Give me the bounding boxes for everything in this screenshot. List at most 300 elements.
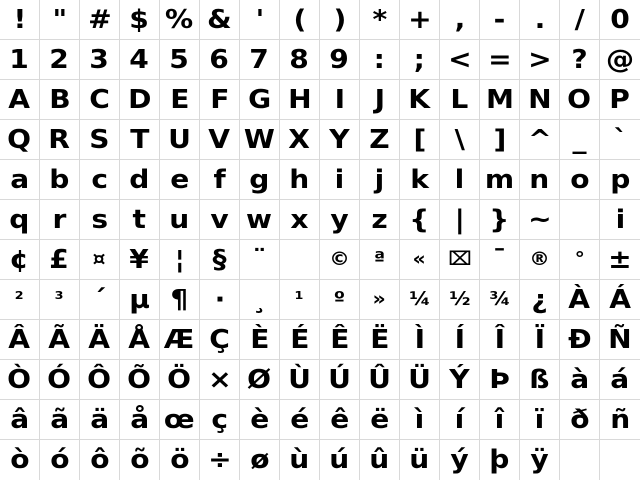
glyph-cell-X[interactable] <box>280 120 320 160</box>
glyph-icircumflex: î <box>494 404 505 435</box>
glyph-cell-semicolon[interactable] <box>400 40 440 80</box>
glyph-cell-parenright[interactable] <box>320 0 360 40</box>
glyph-cell-ecircumflex[interactable] <box>320 400 360 440</box>
glyph-cell-Iacute[interactable] <box>440 320 480 360</box>
glyph-cell-Ocircumflex[interactable] <box>80 360 120 400</box>
glyph-cell-three[interactable] <box>80 40 120 80</box>
glyph-g: g <box>249 164 270 195</box>
glyph-cell-ordfeminine[interactable] <box>360 240 400 280</box>
glyph-W: W <box>244 124 275 155</box>
glyph-cell-ordmasculine[interactable] <box>320 280 360 320</box>
glyph-cell-Ucircumflex[interactable] <box>360 360 400 400</box>
glyph-cell-underscore[interactable] <box>560 120 600 160</box>
glyph-cell-slash[interactable] <box>560 0 600 40</box>
glyph-cell-period[interactable] <box>520 0 560 40</box>
glyph-cell-Ecircumflex[interactable] <box>320 320 360 360</box>
glyph-cell-uacute[interactable] <box>320 440 360 480</box>
glyph-Eacute: É <box>289 324 310 355</box>
glyph-section: § <box>212 244 227 275</box>
glyph-cell-x[interactable] <box>280 200 320 240</box>
glyph-cell-cedilla[interactable] <box>240 280 280 320</box>
glyph-j: j <box>374 164 385 195</box>
glyph-cell-v[interactable] <box>200 200 240 240</box>
glyph-period: . <box>534 4 545 35</box>
glyph-cell-numbersign[interactable] <box>80 0 120 40</box>
glyph-seven: 7 <box>249 44 270 75</box>
glyph-cell-onehalf[interactable] <box>440 280 480 320</box>
glyph-cell-aacute[interactable] <box>600 360 640 400</box>
glyph-cell-eth[interactable] <box>560 400 600 440</box>
glyph-cell-ydieresis[interactable] <box>520 440 560 480</box>
glyph-cell-yen[interactable] <box>120 240 160 280</box>
glyph-idieresis: ï <box>534 404 545 435</box>
glyph-cell-c[interactable] <box>80 160 120 200</box>
glyph-cell-Oslash[interactable] <box>240 360 280 400</box>
glyph-cell-thorn[interactable] <box>480 440 520 480</box>
glyph-L: L <box>450 84 469 115</box>
glyph-cell-W[interactable] <box>240 120 280 160</box>
glyph-cell-AE[interactable] <box>160 320 200 360</box>
glyph-cell-odieresis[interactable] <box>160 440 200 480</box>
glyph-acircumflex: â <box>10 404 29 435</box>
glyph-cell-zero[interactable] <box>600 0 640 40</box>
glyph-cell-k[interactable] <box>400 160 440 200</box>
glyph-cell-q[interactable] <box>0 200 40 240</box>
glyph-cell-aring[interactable] <box>120 400 160 440</box>
glyph-cell-M[interactable] <box>480 80 520 120</box>
glyph-ydieresis: ÿ <box>530 445 549 475</box>
glyph-cell-blank[interactable] <box>600 440 640 480</box>
glyph-cell-Eth[interactable] <box>560 320 600 360</box>
glyph-cell-hyphen[interactable] <box>480 0 520 40</box>
glyph-Ccedilla: Ç <box>209 324 230 355</box>
glyph-cell-asciicircum[interactable] <box>520 120 560 160</box>
glyph-bar: | <box>454 204 465 235</box>
glyph-cell-udieresis[interactable] <box>400 440 440 480</box>
glyph-cell-r[interactable] <box>40 200 80 240</box>
glyph-n: n <box>529 164 550 195</box>
glyph-backslash: \ <box>454 124 465 155</box>
glyph-cell-dotlessi-partial[interactable] <box>600 200 640 240</box>
glyph-cell-Oacute[interactable] <box>40 360 80 400</box>
glyph-Ucircumflex: Û <box>368 364 391 395</box>
glyph-at: @ <box>605 44 635 75</box>
glyph-cell-ccedilla[interactable] <box>200 400 240 440</box>
glyph-p: p <box>609 164 631 195</box>
glyph-cell-currency[interactable] <box>80 240 120 280</box>
glyph-cell-dieresis[interactable] <box>240 240 280 280</box>
glyph-cell-Y[interactable] <box>320 120 360 160</box>
glyph-I: I <box>334 84 345 115</box>
glyph-cell-question[interactable] <box>560 40 600 80</box>
glyph-paragraph: ¶ <box>170 284 189 315</box>
glyph-cell-acute[interactable] <box>80 280 120 320</box>
glyph-cell-z[interactable] <box>360 200 400 240</box>
glyph-cell-Yacute[interactable] <box>440 360 480 400</box>
glyph-parenright: ) <box>333 4 346 35</box>
glyph-twosuperior: ² <box>14 288 24 310</box>
glyph-cell-agrave[interactable] <box>560 360 600 400</box>
glyph-cell-P[interactable] <box>600 80 640 120</box>
glyph-cell-bracketright[interactable] <box>480 120 520 160</box>
glyph-cell-oslash[interactable] <box>240 440 280 480</box>
glyph-cell-B[interactable] <box>40 80 80 120</box>
glyph-cell-backslash[interactable] <box>440 120 480 160</box>
glyph-i: i <box>334 164 345 195</box>
glyph-oslash: ø <box>249 445 270 475</box>
glyph-three: 3 <box>89 44 110 75</box>
glyph-cell-N[interactable] <box>520 80 560 120</box>
glyph-cell-equal[interactable] <box>480 40 520 80</box>
glyph-cell-G[interactable] <box>240 80 280 120</box>
glyph-cell-cent[interactable] <box>0 240 40 280</box>
glyph-cell-ucircumflex[interactable] <box>360 440 400 480</box>
glyph-G: G <box>247 84 272 115</box>
glyph-cell-percent[interactable] <box>160 0 200 40</box>
glyph-cell-Icircumflex[interactable] <box>480 320 520 360</box>
glyph-cell-Udieresis[interactable] <box>400 360 440 400</box>
glyph-cell-exclam[interactable] <box>0 0 40 40</box>
glyph-notsign: ⌧ <box>447 248 472 270</box>
glyph-cell-two[interactable] <box>40 40 80 80</box>
glyph-cell-copyright[interactable] <box>320 240 360 280</box>
glyph-exclam: ! <box>13 4 26 35</box>
glyph-cell-K[interactable] <box>400 80 440 120</box>
glyph-udieresis: ü <box>409 445 430 475</box>
glyph-cell-plusminus[interactable] <box>600 240 640 280</box>
glyph-equal: = <box>487 44 512 75</box>
glyph-v: v <box>210 204 229 235</box>
glyph-c: c <box>91 164 108 195</box>
glyph-underscore: _ <box>572 124 587 155</box>
glyph-cell-multiply[interactable] <box>200 360 240 400</box>
glyph-cell-bar[interactable] <box>440 200 480 240</box>
glyph-cell-greater[interactable] <box>520 40 560 80</box>
glyph-cell-H[interactable] <box>280 80 320 120</box>
glyph-cell-bracketleft[interactable] <box>400 120 440 160</box>
glyph-cell-Z[interactable] <box>360 120 400 160</box>
glyph-dollar: $ <box>129 4 150 35</box>
glyph-cell-brokenbar[interactable] <box>160 240 200 280</box>
glyph-C: C <box>89 84 110 115</box>
glyph-cell-ograve[interactable] <box>0 440 40 480</box>
glyph-cell-g[interactable] <box>240 160 280 200</box>
glyph-cell-plus[interactable] <box>400 0 440 40</box>
glyph-dieresis: ¨ <box>252 244 267 275</box>
glyph-cell-Eacute[interactable] <box>280 320 320 360</box>
glyph-cell-e[interactable] <box>160 160 200 200</box>
glyph-grave: ` <box>612 124 628 155</box>
glyph-cell-Q[interactable] <box>0 120 40 160</box>
glyph-cell-Adieresis[interactable] <box>80 320 120 360</box>
glyph-f: f <box>213 164 226 195</box>
glyph-asciitilde: ~ <box>527 204 552 235</box>
glyph-cell-J[interactable] <box>360 80 400 120</box>
glyph-cell-Ugrave[interactable] <box>280 360 320 400</box>
glyph-cell-colon[interactable] <box>360 40 400 80</box>
glyph-cell-n[interactable] <box>520 160 560 200</box>
glyph-cell-iacute[interactable] <box>440 400 480 440</box>
glyph-B: B <box>48 84 71 115</box>
glyph-cell-ampersand[interactable] <box>200 0 240 40</box>
glyph-five: 5 <box>169 44 190 75</box>
glyph-cell-acircumflex[interactable] <box>0 400 40 440</box>
glyph-cell-onesuperior[interactable] <box>280 280 320 320</box>
glyph-cell-asciitilde[interactable] <box>520 200 560 240</box>
glyph-cell-Thorn[interactable] <box>480 360 520 400</box>
glyph-F: F <box>209 84 230 115</box>
glyph-cell-Atilde[interactable] <box>40 320 80 360</box>
glyph-cell-atilde[interactable] <box>40 400 80 440</box>
glyph-l: l <box>454 164 465 195</box>
glyph-greater: > <box>527 44 552 75</box>
glyph-plus: + <box>407 4 432 35</box>
glyph-cell-less[interactable] <box>440 40 480 80</box>
glyph-cell-w[interactable] <box>240 200 280 240</box>
glyph-cell-ocircumflex[interactable] <box>80 440 120 480</box>
glyph-cell-a[interactable] <box>0 160 40 200</box>
glyph-cell-ntilde[interactable] <box>600 400 640 440</box>
glyph-cell-u[interactable] <box>160 200 200 240</box>
glyph-ograve: ò <box>9 445 30 475</box>
glyph-cell-notsign[interactable] <box>440 240 480 280</box>
glyph-Odieresis: Ö <box>167 364 192 395</box>
glyph-cell-y[interactable] <box>320 200 360 240</box>
glyph-quotesingle: ' <box>255 4 264 35</box>
glyph-cell-L[interactable] <box>440 80 480 120</box>
glyph-cell-at[interactable] <box>600 40 640 80</box>
glyph-cent: ¢ <box>9 244 30 275</box>
glyph-cell-l[interactable] <box>440 160 480 200</box>
glyph-U: U <box>168 124 191 155</box>
glyph-cell-blank[interactable] <box>560 440 600 480</box>
glyph-cell-sterling[interactable] <box>40 240 80 280</box>
glyph-periodcentered: · <box>214 284 225 315</box>
glyph-cell-twosuperior[interactable] <box>0 280 40 320</box>
glyph-cell-b[interactable] <box>40 160 80 200</box>
glyph-Aring: Å <box>128 324 151 355</box>
glyph-cell-D[interactable] <box>120 80 160 120</box>
glyph-cell-otilde[interactable] <box>120 440 160 480</box>
glyph-cell-i[interactable] <box>320 160 360 200</box>
glyph-o: o <box>569 164 590 195</box>
glyph-cell-five[interactable] <box>160 40 200 80</box>
glyph-cedilla: ¸ <box>252 284 267 315</box>
glyph-V: V <box>208 124 231 155</box>
glyph-cell-onequarter[interactable] <box>400 280 440 320</box>
glyph-cell-Aacute[interactable] <box>600 280 640 320</box>
glyph-k: k <box>410 164 429 195</box>
glyph-Aacute: Á <box>609 284 631 315</box>
glyph-cell-parenleft[interactable] <box>280 0 320 40</box>
glyph-egrave: è <box>249 404 270 435</box>
glyph-cell-Ccedilla[interactable] <box>200 320 240 360</box>
glyph-cell-icircumflex[interactable] <box>480 400 520 440</box>
glyph-cell-macron[interactable] <box>480 240 520 280</box>
glyph-onesuperior: ¹ <box>294 288 304 310</box>
glyph-cell-mu[interactable] <box>120 280 160 320</box>
glyph-cell-h[interactable] <box>280 160 320 200</box>
glyph-aring: å <box>130 404 149 435</box>
glyph-cell-Ntilde[interactable] <box>600 320 640 360</box>
glyph-cell-divide[interactable] <box>200 440 240 480</box>
glyph-cell-six[interactable] <box>200 40 240 80</box>
glyph-cell-guillemotleft[interactable] <box>400 240 440 280</box>
glyph-copyright: © <box>329 248 350 270</box>
glyph-cell-periodcentered[interactable] <box>200 280 240 320</box>
glyph-cell-Egrave[interactable] <box>240 320 280 360</box>
glyph-threequarters: ¾ <box>488 288 511 310</box>
glyph-cell-comma[interactable] <box>440 0 480 40</box>
glyph-cell-ugrave[interactable] <box>280 440 320 480</box>
glyph-cell-egrave[interactable] <box>240 400 280 440</box>
glyph-cell-dollar[interactable] <box>120 0 160 40</box>
glyph-cell-O[interactable] <box>560 80 600 120</box>
glyph-cell-m[interactable] <box>480 160 520 200</box>
glyph-cell-section[interactable] <box>200 240 240 280</box>
glyph-hyphen: - <box>493 4 506 35</box>
glyph-cell-guillemotright[interactable] <box>360 280 400 320</box>
glyph-t: t <box>132 204 147 235</box>
glyph-bracketright: ] <box>493 124 506 155</box>
glyph-six: 6 <box>209 44 230 75</box>
glyph-cell-quotedbl[interactable] <box>40 0 80 40</box>
glyph-cell-nine[interactable] <box>320 40 360 80</box>
glyph-cell-eight[interactable] <box>280 40 320 80</box>
glyph-Igrave: Ì <box>414 324 425 355</box>
glyph-cell-adieresis[interactable] <box>80 400 120 440</box>
glyph-cell-germandbls[interactable] <box>520 360 560 400</box>
glyph-cell-j[interactable] <box>360 160 400 200</box>
glyph-cell-Agrave[interactable] <box>560 280 600 320</box>
glyph-yen: ¥ <box>129 244 150 275</box>
glyph-edieresis: ë <box>369 404 390 435</box>
glyph-atilde: ã <box>50 404 69 435</box>
glyph-Iacute: Í <box>454 324 465 355</box>
glyph-cell-U[interactable] <box>160 120 200 160</box>
glyph-cell-four[interactable] <box>120 40 160 80</box>
glyph-ugrave: ù <box>289 445 310 475</box>
glyph-aacute: á <box>610 364 630 395</box>
glyph-cell-t[interactable] <box>120 200 160 240</box>
glyph-sterling: £ <box>49 244 70 275</box>
glyph-cell-Acircumflex[interactable] <box>0 320 40 360</box>
glyph-otilde: õ <box>129 445 150 475</box>
glyph-cell-braceleft[interactable] <box>400 200 440 240</box>
glyph-threesuperior: ³ <box>54 288 64 310</box>
glyph-cell-R[interactable] <box>40 120 80 160</box>
glyph-percent: % <box>165 4 194 35</box>
glyph-macron: ¯ <box>492 244 507 275</box>
glyph-cell-questiondown[interactable] <box>520 280 560 320</box>
glyph-cell-I[interactable] <box>320 80 360 120</box>
glyph-braceright: } <box>489 204 510 235</box>
glyph-Oslash: Ø <box>247 364 272 395</box>
glyph-Uacute: Ú <box>328 364 351 395</box>
glyph-cell-eacute[interactable] <box>280 400 320 440</box>
glyph-cell-o[interactable] <box>560 160 600 200</box>
glyph-cell-paragraph[interactable] <box>160 280 200 320</box>
glyph-cell-T[interactable] <box>120 120 160 160</box>
glyph-cell-blank[interactable] <box>560 200 600 240</box>
glyph-cell-quotesingle[interactable] <box>240 0 280 40</box>
glyph-cell-threesuperior[interactable] <box>40 280 80 320</box>
glyph-cell-Ograve[interactable] <box>0 360 40 400</box>
glyph-bracketleft: [ <box>413 124 426 155</box>
glyph-Eth: Ð <box>567 324 592 355</box>
glyph-cell-V[interactable] <box>200 120 240 160</box>
glyph-cell-edieresis[interactable] <box>360 400 400 440</box>
glyph-brokenbar: ¦ <box>174 244 185 275</box>
glyph-cell-seven[interactable] <box>240 40 280 80</box>
glyph-cell-s[interactable] <box>80 200 120 240</box>
glyph-cell-Uacute[interactable] <box>320 360 360 400</box>
glyph-ucircumflex: û <box>369 445 390 475</box>
glyph-cell-asterisk[interactable] <box>360 0 400 40</box>
glyph-cell-Aring[interactable] <box>120 320 160 360</box>
glyph-question: ? <box>571 44 588 75</box>
glyph-registered: ® <box>529 248 550 270</box>
glyph-s: s <box>91 204 108 235</box>
glyph-cell-p[interactable] <box>600 160 640 200</box>
glyph-igrave: ì <box>414 404 425 435</box>
glyph-Idieresis: Ï <box>534 324 545 355</box>
glyph-cell-f[interactable] <box>200 160 240 200</box>
glyph-cell-Edieresis[interactable] <box>360 320 400 360</box>
glyph-cell-threequarters[interactable] <box>480 280 520 320</box>
glyph-mu: µ <box>129 284 150 315</box>
glyph-w: w <box>246 204 273 235</box>
glyph-cell-oe[interactable] <box>160 400 200 440</box>
glyph-cell-degree[interactable] <box>560 240 600 280</box>
glyph-cell-registered[interactable] <box>520 240 560 280</box>
glyph-P: P <box>609 84 631 115</box>
glyph-agrave: à <box>570 364 589 395</box>
glyph-cell-braceright[interactable] <box>480 200 520 240</box>
glyph-two: 2 <box>49 44 70 75</box>
glyph-Egrave: È <box>249 324 270 355</box>
glyph-cell-d[interactable] <box>120 160 160 200</box>
glyph-Edieresis: Ë <box>369 324 390 355</box>
glyph-cell-oacute[interactable] <box>40 440 80 480</box>
glyph-multiply: × <box>207 364 232 395</box>
glyph-M: M <box>485 84 514 115</box>
glyph-cell-Igrave[interactable] <box>400 320 440 360</box>
glyph-cell-grave[interactable] <box>600 120 640 160</box>
glyph-X: X <box>288 124 311 155</box>
glyph-Ugrave: Ù <box>288 364 311 395</box>
glyph-r: r <box>52 204 67 235</box>
glyph-cell-E[interactable] <box>160 80 200 120</box>
glyph-cell-A[interactable] <box>0 80 40 120</box>
glyph-cell-yacute[interactable] <box>440 440 480 480</box>
glyph-cell-Idieresis[interactable] <box>520 320 560 360</box>
glyph-cell-C[interactable] <box>80 80 120 120</box>
glyph-cell-idieresis[interactable] <box>520 400 560 440</box>
glyph-cell-one[interactable] <box>0 40 40 80</box>
glyph-quotedbl: " <box>52 4 67 35</box>
glyph-eth: ð <box>569 404 590 435</box>
glyph-cell-Odieresis[interactable] <box>160 360 200 400</box>
glyph-ecircumflex: ê <box>329 404 350 435</box>
glyph-cell-F[interactable] <box>200 80 240 120</box>
glyph-cell-blank[interactable] <box>280 240 320 280</box>
glyph-cell-S[interactable] <box>80 120 120 160</box>
glyph-currency: ¤ <box>92 248 107 270</box>
glyph-cell-Otilde[interactable] <box>120 360 160 400</box>
glyph-acute: ´ <box>92 284 107 315</box>
glyph-cell-igrave[interactable] <box>400 400 440 440</box>
